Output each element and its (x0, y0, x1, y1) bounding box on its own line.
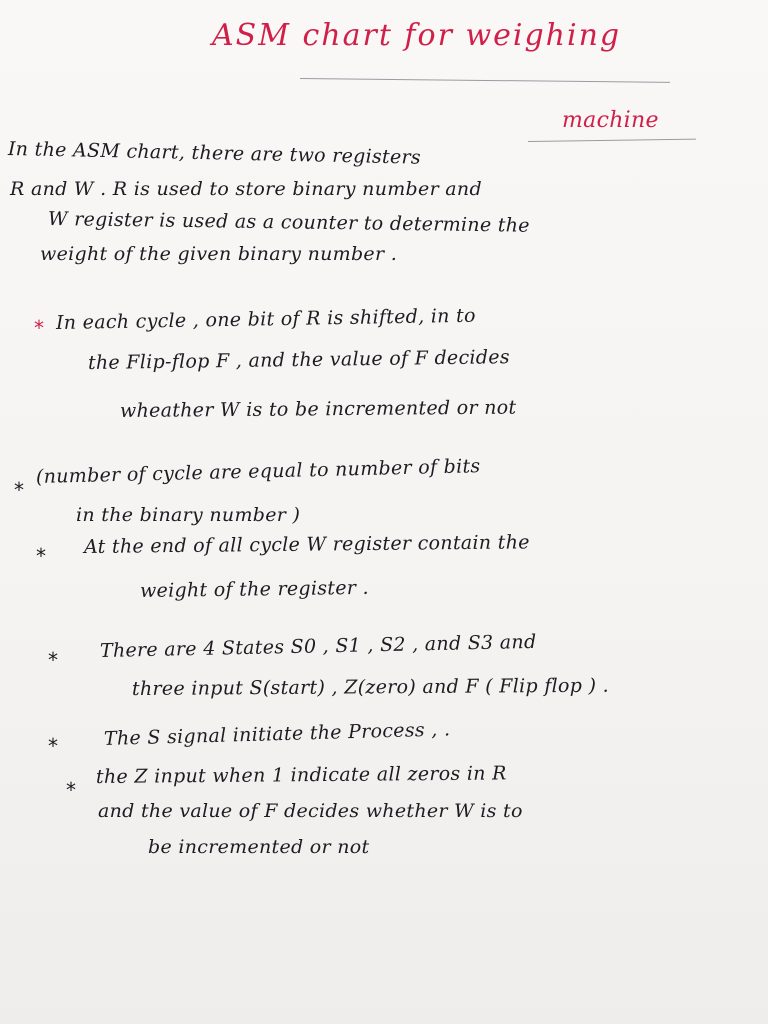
title-underline-2 (528, 139, 696, 142)
bullet-marker-4: * (48, 648, 58, 672)
page-title-continued: machine (562, 108, 659, 133)
bullet-2-line-1: (number of cycle are equal to number of bits (35, 455, 481, 488)
intro-line-2: R and W . R is used to store binary number and (10, 178, 482, 200)
intro-line-1: In the ASM chart, there are two registers (7, 138, 422, 169)
bullet-4-line-1: There are 4 States S0 , S1 , S2 , and S3 and (99, 630, 537, 662)
bullet-marker-5: * (48, 734, 58, 758)
bullet-6-line-3: be incremented or not (148, 836, 370, 858)
bullet-6-line-1: the Z input when 1 indicate all zeros in R (95, 762, 507, 788)
bullet-marker-3: * (36, 544, 46, 568)
bullet-1-line-2: the Flip-flop F , and the value of F decides (87, 346, 511, 374)
bullet-6-line-2: and the value of F decides whether W is to (98, 800, 523, 822)
bullet-marker-2: * (14, 478, 24, 502)
page-title: ASM chart for weighing (212, 18, 622, 53)
title-underline (300, 78, 670, 83)
bullet-3-line-1: At the end of all cycle W register contain the (83, 531, 530, 558)
bullet-1-line-1: In each cycle , one bit of R is shifted, in to (55, 304, 476, 334)
bullet-marker-6: * (66, 778, 76, 802)
intro-line-4: weight of the given binary number . (40, 243, 398, 265)
bullet-2-line-2: in the binary number ) (76, 504, 301, 526)
bullet-marker-1: * (34, 316, 44, 340)
intro-line-3: W register is used as a counter to determine the (47, 208, 530, 237)
bullet-3-line-2: weight of the register . (139, 576, 370, 602)
bullet-1-line-3: wheather W is to be incremented or not (119, 396, 517, 422)
bullet-4-line-2: three input S(start) , Z(zero) and F ( Flip flop ) . (131, 674, 610, 700)
bullet-5-line-1: The S signal initiate the Process , . (103, 718, 451, 750)
